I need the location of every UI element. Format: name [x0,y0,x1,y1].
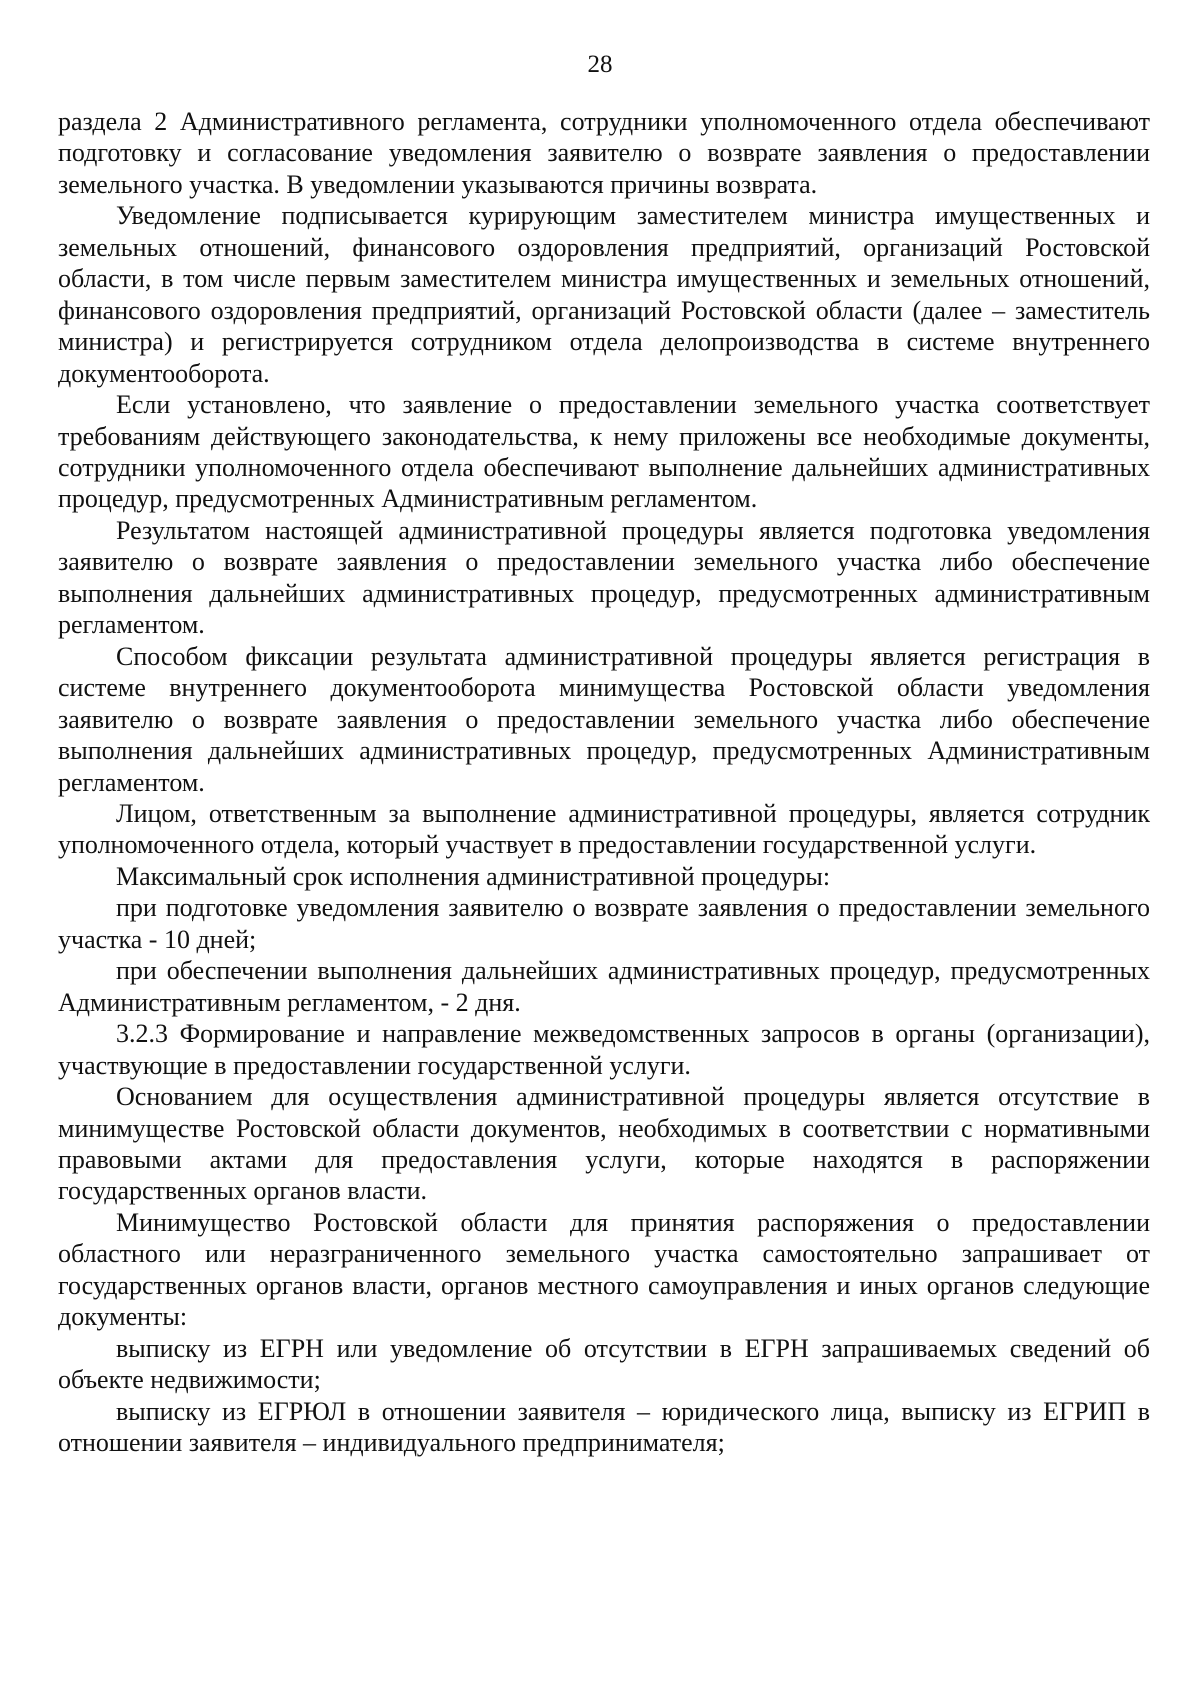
paragraph-requested-documents: Минимущество Ростовской области для принятия распоряжения о предоставлении областного или неразграниченного земельного участка самостоятельно запрашивает от государственных органов власти, органов местного самоуправления и иных органов следующие документы: [58,1207,1150,1332]
paragraph-notice-signing: Уведомление подписывается курирующим заместителем министра имущественных и земельных отношений, финансового оздоровления предприятий, организаций Ростовской области, в том числе первым заместителем министра имущественных и земельных отношений, финансового оздоровления предприятий, организаций Ростовской области (далее – заместитель министра) и регистрируется сотрудником отдела делопроизводства в системе внутреннего документооборота. [58,201,1150,388]
paragraph-term-procedures: при обеспечении выполнения дальнейших административных процедур, предусмотренных Административным регламентом, - 2 дня. [58,956,1150,1017]
paragraph-term-notice: при подготовке уведомления заявителю о возврате заявления о предоставлении земельного участка - 10 дней; [58,893,1150,954]
page-number: 28 [587,51,613,78]
paragraph-compliance: Если установлено, что заявление о предоставлении земельного участка соответствует требованиям действующего законодательства, к нему приложены все необходимые документы, сотрудники уполномоченного отдела обеспечивают выполнение дальнейших административных процедур, предусмотренных Административным регламентом. [58,390,1150,514]
paragraph-result-fixation: Способом фиксации результата административной процедуры является регистрация в системе внутреннего документооборота минимущества Ростовской области уведомления заявителю о возврате заявления о предоставлении земельного участка либо обеспечение выполнения дальнейших административных процедур, предусмотренных Административным регламентом. [58,641,1150,797]
paragraph-continuation: раздела 2 Административного регламента, сотрудники уполномоченного отдела обеспечивают подготовку и согласование уведомления заявителю о возврате заявления о предоставлении земельного участка. В уведомлении указываются причины возврата. [58,107,1150,199]
list-item-egrul-egrip: выписку из ЕГРЮЛ в отношении заявителя – юридического лица, выписку из ЕГРИП в отношении заявителя – индивидуального предпринимателя; [58,1396,1150,1458]
section-heading-3-2-3: 3.2.3 Формирование и направление межведомственных запросов в органы (организации), участвующие в предоставлении государственной услуги. [58,1019,1150,1080]
paragraph-max-term: Максимальный срок исполнения административной процедуры: [116,861,831,891]
paragraph-responsible-person: Лицом, ответственным за выполнение административной процедуры, является сотрудник уполномоченного отдела, который участвует в предоставлении государственной услуги. [58,798,1150,860]
document-body [58,106,1150,1458]
list-item-egrn: выписку из ЕГРН или уведомление об отсутствии в ЕГРН запрашиваемых сведений об объекте недвижимости; [58,1333,1150,1395]
paragraph-result: Результатом настоящей административной процедуры является подготовка уведомления заявителю о возврате заявления о предоставлении земельного участка либо обеспечение выполнения дальнейших административных процедур, предусмотренных административным регламентом. [58,515,1150,640]
paragraph-basis: Основанием для осуществления административной процедуры является отсутствие в минимуществе Ростовской области документов, необходимых в соответствии с нормативными правовыми актами для предоставления услуги, которые находятся в распоряжении государственных органов власти. [58,1082,1150,1206]
